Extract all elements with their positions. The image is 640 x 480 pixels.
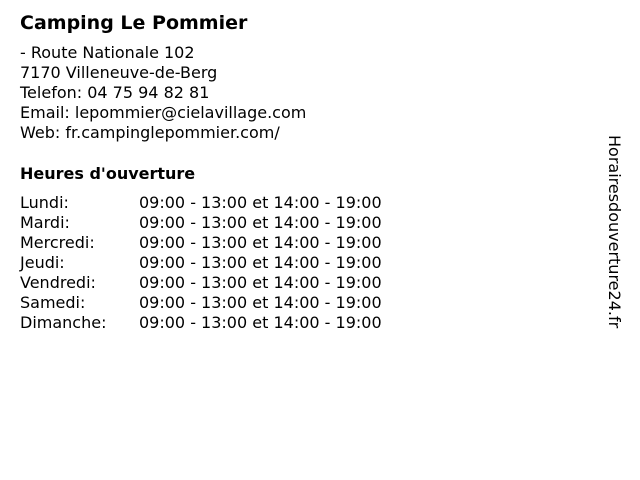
web-text: Web: fr.campinglepommier.com/ <box>20 123 280 142</box>
time-range: 09:00 - 13:00 et 14:00 - 19:00 <box>139 233 382 252</box>
address-line-2: 7170 Villeneuve-de-Berg <box>20 63 218 82</box>
site-watermark: Horairesdouverture24.fr <box>605 135 624 329</box>
time-range: 09:00 - 13:00 et 14:00 - 19:00 <box>139 293 382 312</box>
email-text: Email: lepommier@cielavillage.com <box>20 103 307 122</box>
time-range: 09:00 - 13:00 et 14:00 - 19:00 <box>139 313 382 332</box>
day-label: Samedi: <box>20 293 86 312</box>
time-range: 09:00 - 13:00 et 14:00 - 19:00 <box>139 273 382 292</box>
time-range: 09:00 - 13:00 et 14:00 - 19:00 <box>139 213 382 232</box>
day-label: Mercredi: <box>20 233 95 252</box>
phone-text: Telefon: 04 75 94 82 81 <box>20 83 210 102</box>
day-label: Mardi: <box>20 213 70 232</box>
opening-hours-heading: Heures d'ouverture <box>20 164 196 183</box>
contact-info <box>20 43 306 143</box>
day-label: Jeudi: <box>20 253 65 272</box>
business-name: Camping Le Pommier <box>20 12 248 34</box>
time-range: 09:00 - 13:00 et 14:00 - 19:00 <box>139 253 382 272</box>
address-line-1: - Route Nationale 102 <box>20 43 195 62</box>
day-label: Dimanche: <box>20 313 107 332</box>
day-label: Lundi: <box>20 193 69 212</box>
day-label: Vendredi: <box>20 273 96 292</box>
time-range: 09:00 - 13:00 et 14:00 - 19:00 <box>139 193 382 212</box>
